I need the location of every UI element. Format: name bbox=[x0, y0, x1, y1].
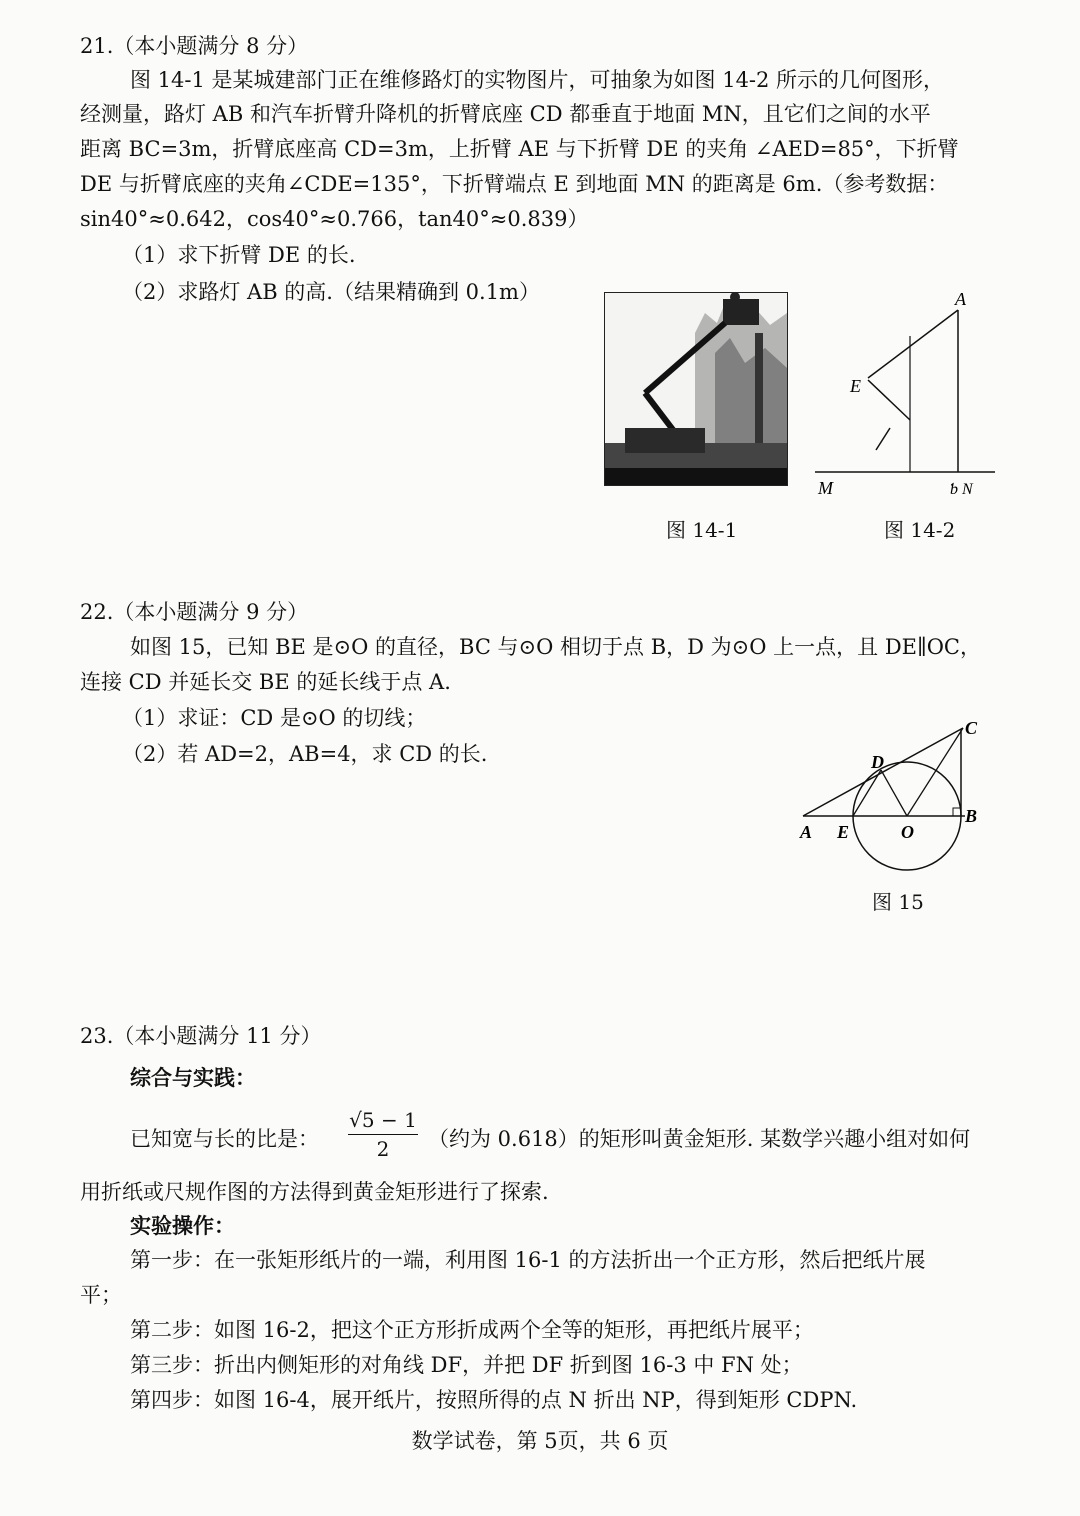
q22-sub1: （1）求证：CD 是⊙O 的切线； bbox=[122, 706, 427, 730]
label-a: A bbox=[800, 822, 813, 842]
fraction-numerator: √5 − 1 bbox=[348, 1108, 418, 1135]
line-do bbox=[881, 770, 907, 816]
golden-ratio-fraction bbox=[348, 1108, 418, 1161]
line-oc bbox=[907, 728, 963, 816]
q23-section-title: 综合与实践： bbox=[130, 1065, 256, 1090]
fig14-2-caption: 图 14-2 bbox=[884, 518, 956, 542]
label-c: C bbox=[965, 718, 978, 738]
q21-line-5: sin40°≈0.642，cos40°≈0.766，tan40°≈0.839） bbox=[80, 207, 589, 231]
label-e: E bbox=[837, 822, 850, 842]
q23-exp-title: 实验操作： bbox=[130, 1213, 235, 1238]
q23-header: 23.（本小题满分 11 分） bbox=[80, 1024, 322, 1048]
q23-intro-line2: 用折纸或尺规作图的方法得到黄金矩形进行了探索. bbox=[80, 1180, 549, 1204]
q21-line-1: 图 14-1 是某城建部门正在维修路灯的实物图片，可抽象为如图 14-2 所示的几何图形， bbox=[130, 68, 945, 92]
label-d: D bbox=[871, 752, 884, 772]
q22-sub2: （2）若 AD=2，AB=4，求 CD 的长. bbox=[122, 742, 488, 766]
right-angle-mark bbox=[953, 808, 961, 816]
label-e: E bbox=[850, 376, 861, 396]
q21-line-3: 距离 BC=3m，折臂底座高 CD=3m，上折臂 AE 与下折臂 DE 的夹角 ∠AED=85°，下折臂 bbox=[80, 137, 959, 161]
q23-intro-pre: 已知宽与长的比是： bbox=[130, 1127, 319, 1151]
q21-sub2: （2）求路灯 AB 的高.（结果精确到 0.1m） bbox=[122, 280, 540, 304]
fig15-caption: 图 15 bbox=[872, 890, 924, 914]
fig14-1-caption: 图 14-1 bbox=[666, 518, 738, 542]
q22-line-2: 连接 CD 并延长交 BE 的延长线于点 A. bbox=[80, 670, 451, 694]
label-a: A bbox=[955, 289, 966, 309]
q23-intro-post: （约为 0.618）的矩形叫黄金矩形. 某数学兴趣小组对如何 bbox=[428, 1127, 971, 1151]
fraction-denominator: 2 bbox=[376, 1137, 390, 1161]
q22-header: 22.（本小题满分 9 分） bbox=[80, 600, 309, 624]
fig14-2-diagram bbox=[810, 288, 1000, 498]
lower-arm-de bbox=[868, 380, 910, 420]
q21-sub1: （1）求下折臂 DE 的长. bbox=[122, 243, 356, 267]
label-m: M bbox=[818, 478, 833, 498]
q23-step1-cont: 平； bbox=[80, 1283, 122, 1307]
q23-step1: 第一步：在一张矩形纸片的一端，利用图 16-1 的方法折出一个正方形，然后把纸片展 bbox=[130, 1248, 926, 1272]
label-o: O bbox=[901, 822, 914, 842]
q22-line-1: 如图 15，已知 BE 是⊙O 的直径，BC 与⊙O 相切于点 B，D 为⊙O 上一点，且 DE∥OC， bbox=[130, 635, 981, 659]
q21-header: 21.（本小题满分 8 分） bbox=[80, 34, 309, 58]
fig15-diagram bbox=[795, 708, 995, 878]
q23-step3: 第三步：折出内侧矩形的对角线 DF，并把 DF 折到图 16-3 中 FN 处； bbox=[130, 1353, 803, 1377]
label-b: B bbox=[965, 806, 978, 826]
base-cd bbox=[876, 428, 890, 450]
q23-step2: 第二步：如图 16-2，把这个正方形折成两个全等的矩形，再把纸片展平； bbox=[130, 1318, 814, 1342]
line-ed bbox=[853, 770, 881, 816]
page-footer: 数学试卷，第 5页，共 6 页 bbox=[411, 1429, 669, 1453]
bucket-truck-illustration bbox=[605, 293, 787, 485]
q23-step4: 第四步：如图 16-4，展开纸片，按照所得的点 N 折出 NP，得到矩形 CDPN. bbox=[130, 1388, 858, 1412]
q21-line-2: 经测量，路灯 AB 和汽车折臂升降机的折臂底座 CD 都垂直于地面 MN，且它们之间的水平 bbox=[80, 102, 931, 126]
q21-line-4: DE 与折臂底座的夹角∠CDE=135°，下折臂端点 E 到地面 MN 的距离是 6m.（参考数据： bbox=[80, 172, 949, 196]
fig14-1-photo bbox=[604, 292, 788, 486]
upper-arm-ae bbox=[868, 310, 958, 378]
label-bn: ƅ N bbox=[950, 481, 973, 498]
